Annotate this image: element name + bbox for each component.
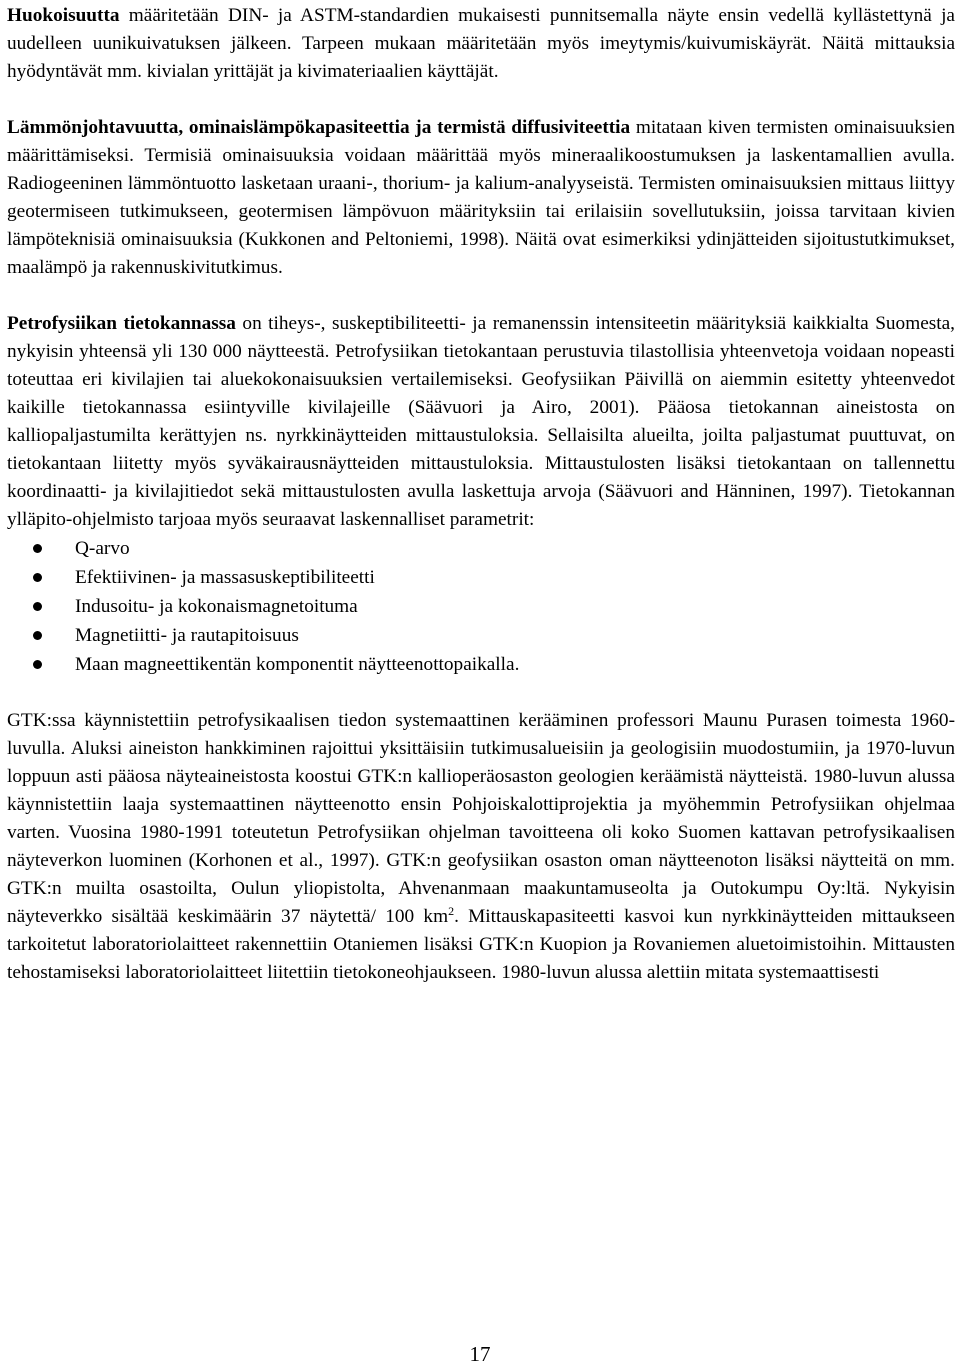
superscript-exponent: 2 [448, 904, 455, 918]
parameter-list [7, 534, 955, 679]
list-item [7, 650, 955, 679]
paragraph-gtk-history-text-cont: . Mittauskapasiteetti kasvoi kun nyrkkinäytteiden mittaukseen tarkoitetut laboratoriolaitteet rakennettiin Otaniemen lisäksi GTK:n Kuopion ja Rovaniemen aluetoimistoihin. Mittausten tehostamiseksi laboratoriolaitteet liitettiin tietokoneohjaukseen. 1980-luvun alussa alettiin mitata systemaattisesti [7, 906, 955, 983]
paragraph-gtk-history [7, 707, 955, 987]
paragraph-petrophysics-text: on tiheys-, suskeptibiliteetti- ja remanenssin intensiteetin määrityksiä kaikkialta Suomesta, nykyisin yhteensä yli 130 000 näytteestä. Petrofysiikan tietokantaan perustuvia tilastollisia yhteenvetoja voidaan nopeasti toteuttaa eri kivilajien tai aluekokonaisuuksien vertailemiseksi. Geofysiikan Päivillä on aiemmin esitetty yhteenvedot kaikille tietokannassa esiintyville kivilajeille (Säävuori ja Airo, 2001). Pääosa tietokannan aineistosta on kalliopaljastumilta kerättyjen ns. nyrkkinäytteiden mittaustuloksia. Sellaisilta alueilta, joilta paljastumat puuttuvat, on tietokantaan liitetty myös syväkairausnäytteiden mittaustuloksia. Mittaustulosten lisäksi tietokantaan on tallennettu koordinaatti- ja kivilajitiedot sekä mittaustulosten avulla laskettuja arvoja (Säävuori and Hänninen, 1997). Tietokannan ylläpito-ohjelmisto tarjoaa myös seuraavat laskennalliset parametrit: [7, 313, 955, 530]
list-item-label: Q-arvo [75, 538, 130, 559]
bullet-icon [33, 602, 42, 611]
bullet-icon [33, 573, 42, 582]
paragraph-thermal-text: mitataan kiven termisten ominaisuuksien määrittämiseksi. Termisiä ominaisuuksia voidaan määrittää myös mineraalikoostumuksen ja laskentamallien avulla. Radiogeeninen lämmöntuotto lasketaan uraani-, thorium- ja kalium-analyyseistä. Termisten ominaisuuksien mittaus liittyy geotermiseen tutkimukseen, geotermisen lämpövuon määrityksiin tai erilaisiin sovellutuksiin, joissa tarvitaan kivien lämpöteknisiä ominaisuuksia (Kukkonen and Peltoniemi, 1998). Näitä ovat esimerkiksi ydinjätteiden sijoitustutkimukset, maalämpö ja rakennuskivitutkimus. [7, 117, 955, 278]
term-petrophysics-database: Petrofysiikan tietokannassa [7, 313, 236, 334]
paragraph-thermal [7, 114, 955, 282]
list-item [7, 563, 955, 592]
list-item-label: Indusoitu- ja kokonaismagnetoituma [75, 596, 358, 617]
term-thermal-properties: Lämmönjohtavuutta, ominaislämpökapasiteettia ja termistä diffusiviteettia [7, 117, 631, 138]
bullet-icon [33, 544, 42, 553]
bullet-icon [33, 631, 42, 640]
paragraph-porosity [7, 2, 955, 86]
list-item [7, 592, 955, 621]
bullet-icon [33, 660, 42, 669]
list-item-label: Efektiivinen- ja massasuskeptibiliteetti [75, 567, 375, 588]
paragraph-petrophysics-database [7, 310, 955, 534]
list-item-label: Maan magneettikentän komponentit näytteenottopaikalla. [75, 654, 520, 675]
term-porosity: Huokoisuutta [7, 5, 120, 26]
page-number: 17 [469, 1342, 491, 1366]
paragraph-porosity-text: määritetään DIN- ja ASTM-standardien mukaisesti punnitsemalla näyte ensin vedellä kyllästettynä ja uudelleen uunikuivatuksen jälkeen. Tarpeen mukaan määritetään myös imeytymis/kuivumiskäyrät. Näitä mittauksia hyödyntävät mm. kivialan yrittäjät ja kivimateriaalien käyttäjät. [7, 5, 955, 82]
list-item [7, 621, 955, 650]
paragraph-gtk-history-text: GTK:ssa käynnistettiin petrofysikaalisen tiedon systemaattinen kerääminen professori Maunu Purasen toimesta 1960-luvulla. Aluksi aineiston hankkiminen rajoittui yksittäisiin tutkimusalueisiin ja geologisiin muodostumiin, ja 1970-luvun loppuun asti pääosa näyteaineistosta koostui GTK:n kallioperäosaston geologien keräämistä näytteistä. 1980-luvun alussa käynnistettiin laaja systemaattinen näytteenotto ensin Pohjoiskalottiprojektia ja myöhemmin Petrofysiikan ohjelmaa varten. Vuosina 1980-1991 toteutetun Petrofysiikan ohjelman tavoitteena oli koko Suomen kattavan petrofysikaalisen näyteverkon luominen (Korhonen et al., 1997). GTK:n geofysiikan osaston oman näytteenoton lisäksi näytteitä on mm. GTK:n muilta osastoilta, Oulun yliopistolta, Ahvenanmaan maakuntamuseolta ja Outokumpu Oy:ltä. Nykyisin näyteverkko sisältää keskimäärin 37 näytettä/ 100 km [7, 710, 955, 927]
list-item-label: Magnetiitti- ja rautapitoisuus [75, 625, 299, 646]
list-item [7, 534, 955, 563]
document-page [7, 0, 955, 987]
